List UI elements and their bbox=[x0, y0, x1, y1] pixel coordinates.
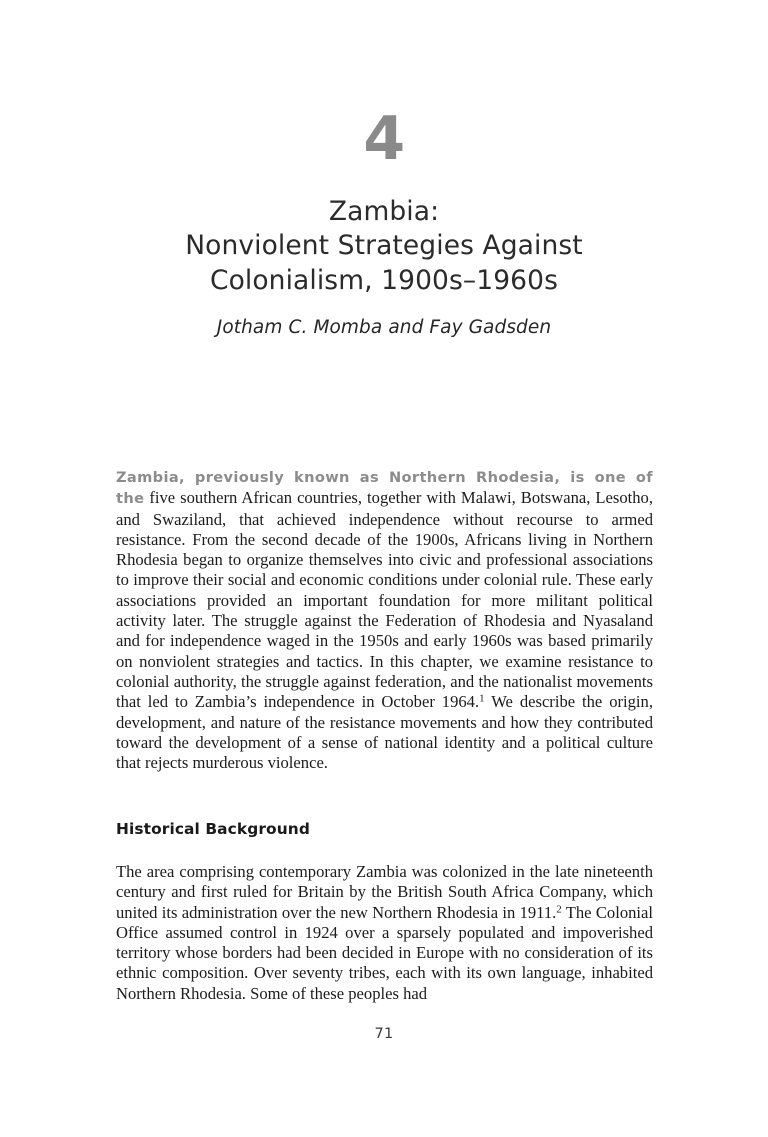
page-number: 71 bbox=[374, 1026, 394, 1042]
opening-paragraph-text-part-1: five southern African countries, together with Malawi, Botswana, Lesotho, and Swaziland, that achieved independence without recourse to armed resistance. From the second decade of the 1900s, Africans living in Northern Rhodesia began to organize themselves into civic and professional associations to improve their social and economic conditions under colonial rule. These early associations provided an important foundation for more militant political activity later. The struggle against the Federation of Rhodesia and Nyasaland and for independence waged in the 1950s and early 1960s was based primarily on nonviolent strategies and tactics. In this chapter, we examine resistance to colonial authority, the struggle against federation, and the nationalist movements that led to Zambia’s independence in October 1964. bbox=[116, 488, 653, 712]
chapter-title-line-1: Zambia: bbox=[328, 196, 440, 228]
section-heading-historical-background: Historical Background bbox=[116, 820, 310, 838]
chapter-title-line-3: Colonialism, 1900s–1960s bbox=[209, 264, 559, 296]
opening-paragraph-block bbox=[116, 467, 653, 773]
chapter-opener bbox=[116, 104, 652, 339]
chapter-authors: Jotham C. Momba and Fay Gadsden bbox=[216, 316, 552, 338]
paragraph-lead-in: Zambia, previously known as Northern Rhodesia, is one of the bbox=[116, 469, 653, 508]
section-paragraph-block bbox=[116, 862, 653, 1004]
chapter-title bbox=[116, 195, 652, 298]
chapter-title-line-2: Nonviolent Strategies Against bbox=[185, 230, 583, 262]
section-paragraph-text-part-1: The area comprising contemporary Zambia was colonized in the late nineteenth century and first ruled for Britain by the British South Africa Company, which united its administration over the new Northern Rhodesia in 1911. bbox=[116, 862, 653, 922]
section-paragraph-text-part-2: The Colonial Office assumed control in 1924 over a sparsely populated and impoverished territory whose borders had been decided in Europe with no consideration of its ethnic composition. Over seventy tribes, each with its own language, inhabited Northern Rhodesia. Some of these peoples had bbox=[116, 902, 653, 1003]
chapter-number: 4 bbox=[363, 104, 405, 174]
footnote-marker-2[interactable]: 2 bbox=[556, 902, 562, 915]
footnote-marker-1[interactable]: 1 bbox=[479, 692, 485, 705]
opening-paragraph bbox=[116, 467, 653, 773]
opening-paragraph-text-part-2: We describe the origin, development, and nature of the resistance movements and how they contributed toward the development of a sense of national identity and a political culture that rejects murderous violence. bbox=[116, 692, 653, 773]
section-paragraph bbox=[116, 862, 653, 1004]
